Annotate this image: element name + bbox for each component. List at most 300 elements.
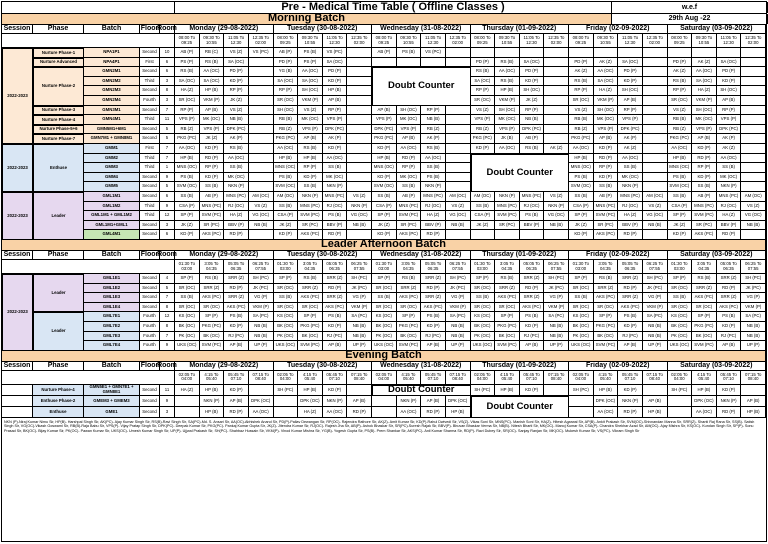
class-cell (471, 48, 496, 57)
time-slot: 02:05 To 04:00 (372, 371, 397, 384)
class-cell: SR (OC) (495, 303, 520, 312)
class-cell: AKS (PC) (298, 230, 323, 239)
batch-name: GMN2M3 (84, 86, 140, 95)
time-slot: 4:15 To 05:40 (495, 371, 520, 384)
class-cell (643, 230, 668, 239)
class-cell: RP (P) (323, 106, 348, 115)
class-cell: HA (Z) (298, 407, 323, 417)
class-cell (544, 125, 569, 134)
class-cell: DPK (OC) (594, 396, 619, 406)
time-slot: 02:05 To 04:00 (175, 371, 200, 384)
class-cell: PKG (PC) (175, 134, 200, 143)
evening-title-row (2, 351, 766, 362)
class-cell: SA (OC) (692, 77, 717, 86)
class-cell: AP (B) (323, 341, 348, 350)
room-cell: 8 (160, 303, 175, 312)
class-cell: HP (B) (495, 86, 520, 95)
class-cell: PS (P) (298, 58, 323, 67)
class-cell: SRR (Z) (594, 284, 619, 293)
afternoon-row (2, 284, 766, 294)
floor-cell: Second (140, 221, 160, 230)
class-cell: RB (Z) (274, 125, 299, 134)
class-cell: PKG (PC) (594, 322, 619, 331)
class-cell: VS (Z) (298, 106, 323, 115)
morning-row (2, 115, 766, 125)
class-cell: SH (OC) (520, 86, 545, 95)
class-cell: HP (B) (569, 154, 594, 163)
room-cell: 5 (160, 125, 175, 134)
class-cell: SR (OC) (175, 303, 200, 312)
class-cell: RD (P) (594, 154, 619, 163)
class-cell: SH (PC) (471, 385, 496, 395)
class-cell: SS (B) (569, 192, 594, 201)
class-cell (643, 125, 668, 134)
class-cell: DPK (PC) (224, 125, 249, 134)
phase-cell: Nurture Phase-1 (33, 48, 84, 58)
class-cell: PS (B) (668, 173, 693, 182)
class-cell: MNS (PC) (495, 202, 520, 211)
class-cell (347, 144, 372, 153)
class-cell: JK (Z) (200, 134, 225, 143)
class-cell (618, 48, 643, 57)
class-cell (249, 182, 274, 191)
batch-header: Batch (84, 251, 140, 259)
class-cell: NB (B) (421, 115, 446, 124)
class-cell: PS (B) (397, 48, 422, 57)
class-cell (495, 48, 520, 57)
morning-row (2, 211, 766, 221)
class-cell: KD (P) (175, 230, 200, 239)
class-cell (569, 396, 594, 406)
class-cell: SH (PC) (347, 274, 372, 283)
class-cell: SP (P) (200, 312, 225, 321)
class-cell: AP (B) (200, 106, 225, 115)
floor-cell: Second (140, 48, 160, 57)
class-cell: AK (P) (717, 134, 742, 143)
class-cell: NKN (P) (421, 182, 446, 191)
class-cell (741, 77, 766, 86)
class-cell: SP (P) (495, 312, 520, 321)
class-cell (741, 125, 766, 134)
class-cell: UP (P) (544, 341, 569, 350)
session-header: Session (2, 251, 33, 259)
room-cell: 6 (160, 67, 175, 76)
time-slot: 01:30 To 03:00 (668, 260, 693, 273)
day-header-3: Thursday (01-09-2022) (471, 362, 570, 370)
phase-cell: Nurture Phase-3 (33, 106, 84, 116)
class-cell: KD (P) (421, 322, 446, 331)
time-slot: 05:05 To 06:35 (224, 260, 249, 273)
class-cell: BK (OC) (397, 332, 422, 341)
class-cell (544, 385, 569, 395)
class-cell (741, 58, 766, 67)
time-slot: 3:05 To 04:35 (397, 260, 422, 273)
class-cell: SP (P) (594, 312, 619, 321)
time-slot: 3:05 To 04:35 (692, 260, 717, 273)
floor-header: Floor (140, 251, 159, 259)
class-cell: SRR (Z) (397, 284, 422, 293)
class-cell (372, 58, 397, 67)
class-cell: SR (OC) (298, 303, 323, 312)
class-cell: KD (P) (224, 385, 249, 395)
time-slot: 11:05 To 12:30 (323, 34, 348, 47)
class-cell: AKS (PC) (298, 293, 323, 302)
class-cell: UKS (OC) (668, 341, 693, 350)
class-cell: SR (OC) (274, 303, 299, 312)
class-cell: AKS (PC) (495, 293, 520, 302)
class-cell (594, 48, 619, 57)
class-cell: SP (P) (274, 274, 299, 283)
class-cell: NB (B) (347, 332, 372, 341)
class-cell: MNS (PC) (200, 202, 225, 211)
class-cell: DPK (OC) (446, 396, 471, 406)
class-cell: CSA (P) (668, 202, 693, 211)
time-slot: 3:05 To 04:35 (200, 260, 225, 273)
day-header-3: Thursday (01-09-2022) (471, 25, 570, 33)
class-cell: BK (OC) (569, 322, 594, 331)
class-cell: AK (P) (224, 134, 249, 143)
class-cell: SA (OC) (520, 58, 545, 67)
class-cell: AA (OC) (249, 407, 274, 417)
class-cell (643, 144, 668, 153)
class-cell: SH (OC) (274, 106, 299, 115)
phase-header: Phase (33, 25, 84, 33)
class-cell: DPK (PC) (372, 125, 397, 134)
class-cell: KD (P) (224, 322, 249, 331)
floor-cell: Third (140, 202, 160, 211)
class-cell: SVM (OC) (274, 182, 299, 191)
class-cell (347, 154, 372, 163)
class-cell: KD (P) (372, 230, 397, 239)
class-cell: AP (B) (323, 96, 348, 105)
class-cell (347, 134, 372, 143)
class-cell: HP (B) (372, 154, 397, 163)
class-cell: RD (P) (224, 407, 249, 417)
class-cell (668, 48, 693, 57)
class-cell: SS (B) (668, 293, 693, 302)
class-cell: VKM (P) (544, 303, 569, 312)
time-slot: 3:05 To 04:35 (594, 260, 619, 273)
class-cell: AA (OC) (200, 67, 225, 76)
class-cell: AKS (PC) (397, 230, 422, 239)
class-cell: SRR (Z) (421, 293, 446, 302)
room-cell: 6 (160, 230, 175, 239)
class-cell: PD (P) (717, 67, 742, 76)
class-cell: KD (P) (323, 322, 348, 331)
class-cell: VPS (P) (594, 125, 619, 134)
class-cell: RS (B) (495, 58, 520, 67)
class-cell: VS (PC) (249, 48, 274, 57)
class-cell: RB (Z) (569, 125, 594, 134)
room-cell: 6 (160, 58, 175, 67)
time-slot: 08:00 To 09:25 (274, 34, 299, 47)
slot-spacer (2, 260, 175, 273)
class-cell: RB (Z) (668, 125, 693, 134)
class-cell: VS (Z) (446, 202, 471, 211)
class-cell: SS (B) (569, 293, 594, 302)
class-cell: SR (OC) (175, 96, 200, 105)
class-cell: AKS (PC) (224, 303, 249, 312)
class-cell: CSA (P) (372, 202, 397, 211)
class-cell: AKS (PC) (594, 230, 619, 239)
class-cell: RJ (OC) (323, 202, 348, 211)
class-cell: AB (P) (397, 192, 422, 201)
class-cell: JK (PC) (446, 284, 471, 293)
class-cell: MNS (OC) (274, 163, 299, 172)
batch-name: GML7E3 (84, 332, 140, 341)
class-cell: SVM (OC) (175, 182, 200, 191)
batch-name: GMN3M1 (84, 106, 140, 115)
class-cell: HP (B) (594, 385, 619, 395)
batch-name: GMM5 (84, 182, 140, 191)
class-cell: SP (P) (668, 211, 693, 220)
class-cell: MNS (OC) (372, 163, 397, 172)
class-cell (446, 154, 471, 163)
class-cell: SH (OC) (495, 106, 520, 115)
class-cell (520, 230, 545, 239)
class-cell (643, 77, 668, 86)
class-cell (741, 154, 766, 163)
class-cell: BBV (P) (323, 221, 348, 230)
class-cell (249, 163, 274, 172)
time-slot: 07:15 To 08:40 (446, 371, 471, 384)
room-cell: 7 (160, 154, 175, 163)
class-cell: AKS (PC) (692, 230, 717, 239)
class-cell: SS (B) (372, 293, 397, 302)
class-cell: VPS (P) (618, 115, 643, 124)
timetable-page (1, 1, 767, 542)
phase-cell: Leader (33, 312, 84, 350)
class-cell: HP (B) (668, 154, 693, 163)
class-cell: AM (OC) (249, 192, 274, 201)
class-cell: SS (B) (594, 182, 619, 191)
class-cell: MK (OC) (618, 173, 643, 182)
slot-spacer (2, 371, 175, 384)
class-cell: PKG (PC) (569, 134, 594, 143)
class-cell: SA (PC) (741, 312, 766, 321)
room-cell: 12 (160, 211, 175, 220)
session-header: Session (2, 25, 33, 33)
time-slot: 05:05 To 06:35 (618, 260, 643, 273)
class-cell: RP (P) (298, 163, 323, 172)
batch-name: GMN5E1 + GMN7E1 + GMN8E1 (84, 385, 140, 395)
floor-cell: Fourth (140, 96, 160, 105)
afternoon-row (2, 322, 766, 332)
class-cell: VKM (P) (741, 303, 766, 312)
class-cell: RJ (PC) (224, 332, 249, 341)
class-cell: SVM (PC) (298, 341, 323, 350)
class-cell: SS (B) (397, 182, 422, 191)
class-cell: NKN (P) (618, 182, 643, 191)
class-cell: VKM (P) (446, 303, 471, 312)
class-cell: SP (P) (692, 312, 717, 321)
class-cell: SS (B) (471, 293, 496, 302)
evening-batch-title: Evening Batch (2, 351, 766, 361)
time-slot: 02:05 To 04:00 (668, 371, 693, 384)
class-cell: RP (P) (520, 106, 545, 115)
phase-header: Phase (33, 251, 84, 259)
class-cell: RD (P) (323, 230, 348, 239)
class-cell: KD (P) (668, 230, 693, 239)
time-slot: 06:25 To 07:55 (741, 260, 766, 273)
class-cell: AA (OC) (717, 154, 742, 163)
session-cell: 2022-2023 (2, 274, 33, 351)
room-cell: 5 (160, 134, 175, 143)
class-cell (544, 115, 569, 124)
class-cell: JK (Z) (471, 221, 496, 230)
class-cell: SA (PC) (446, 312, 471, 321)
class-cell (544, 58, 569, 67)
class-cell: RB (Z) (471, 125, 496, 134)
slot-spacer (2, 34, 175, 47)
class-cell (249, 58, 274, 67)
floor-cell: Second (140, 303, 160, 312)
class-cell: SA (OC) (175, 77, 200, 86)
class-cell: SR (OC) (471, 303, 496, 312)
class-cell (643, 115, 668, 124)
time-slot: 08:00 To 09:25 (668, 34, 693, 47)
class-cell: VS (Z) (643, 202, 668, 211)
room-cell: 7 (160, 144, 175, 153)
morning-day-header (2, 25, 766, 34)
class-cell (249, 67, 274, 76)
room-cell: 5 (160, 284, 175, 293)
class-cell: AK (Z) (594, 58, 619, 67)
class-cell: HA (Z) (421, 211, 446, 220)
class-cell: SP (P) (298, 312, 323, 321)
class-cell: NB (B) (643, 322, 668, 331)
wef-label: w.e.f (612, 2, 768, 13)
class-cell: SA (PC) (347, 312, 372, 321)
time-slot: 09:30 To 10:55 (594, 34, 619, 47)
class-cell: KD (P) (618, 385, 643, 395)
class-cell: AKS (PC) (323, 303, 348, 312)
time-slot: 07:15 To 08:40 (741, 371, 766, 384)
class-cell: KD (P) (200, 144, 225, 153)
class-cell: AA (OC) (298, 67, 323, 76)
class-cell: SA (OC) (274, 77, 299, 86)
class-cell (249, 125, 274, 134)
class-cell: JK (Z) (569, 221, 594, 230)
floor-cell: Second (140, 274, 160, 283)
class-cell: SR (OC) (692, 303, 717, 312)
class-cell (741, 163, 766, 172)
class-cell (446, 163, 471, 172)
class-cell: RD (P) (347, 407, 372, 417)
time-slot: 4:15 To 05:40 (692, 371, 717, 384)
class-cell: MK (OC) (594, 115, 619, 124)
class-cell: PS (B) (323, 312, 348, 321)
class-cell (274, 396, 299, 406)
class-cell: SS (B) (224, 163, 249, 172)
batch-name: GMM3 (84, 163, 140, 172)
class-cell: NB (B) (741, 332, 766, 341)
floor-cell: Second (140, 182, 160, 191)
time-slot: 3:05 To 04:35 (298, 260, 323, 273)
class-cell: RP (P) (471, 86, 496, 95)
class-cell: AKS (PC) (717, 303, 742, 312)
batch-name: GML7E2 (84, 322, 140, 331)
class-cell: NKN (P) (717, 396, 742, 406)
class-cell: SR (PC) (495, 221, 520, 230)
time-slot: 06:25 To 07:55 (249, 260, 274, 273)
batch-name: GMM1 (84, 144, 140, 153)
time-slot: 4:15 To 05:40 (594, 371, 619, 384)
class-cell: MNS (PC) (397, 202, 422, 211)
room-cell: 12 (160, 312, 175, 321)
class-cell: AA (OC) (421, 154, 446, 163)
room-cell: 4 (160, 274, 175, 283)
title-row (2, 2, 766, 14)
floor-cell: First (140, 58, 160, 67)
class-cell: RP (P) (421, 106, 446, 115)
afternoon-row (2, 332, 766, 342)
class-cell (347, 96, 372, 105)
day-header-4: Friday (02-09-2022) (569, 362, 668, 370)
class-cell: SR (OC) (594, 303, 619, 312)
class-cell (741, 385, 766, 395)
class-cell (544, 134, 569, 143)
class-cell: RJ (PC) (717, 332, 742, 341)
class-cell: VG (OC) (643, 211, 668, 220)
class-cell: RP (P) (692, 163, 717, 172)
room-header: Room (157, 251, 177, 259)
class-cell: KD (P) (274, 230, 299, 239)
room-cell: 7 (160, 332, 175, 341)
time-slot: 01:30 To 03:00 (372, 260, 397, 273)
class-cell: SA (OC) (594, 77, 619, 86)
session-cell (2, 396, 33, 406)
class-cell: RB (Z) (175, 125, 200, 134)
class-cell: HP (B) (200, 385, 225, 395)
class-cell: AKS (PC) (397, 293, 422, 302)
class-cell: DPK (PC) (323, 125, 348, 134)
class-cell: RS (B) (175, 67, 200, 76)
class-cell: NKN (P) (618, 396, 643, 406)
batch-name: GMM2 (84, 154, 140, 163)
class-cell: VKM (P) (249, 303, 274, 312)
class-cell: KD (P) (323, 144, 348, 153)
class-cell: RP (P) (594, 163, 619, 172)
class-cell: VS (Z) (224, 106, 249, 115)
class-cell: VS (PC) (421, 48, 446, 57)
class-cell (741, 144, 766, 153)
floor-cell: Fourth (140, 332, 160, 341)
morning-row (2, 192, 766, 202)
class-cell: KD (P) (224, 77, 249, 86)
room-cell: 11 (160, 385, 175, 395)
class-cell: SA (PC) (643, 312, 668, 321)
morning-row (2, 134, 766, 144)
class-cell: RP (P) (175, 106, 200, 115)
class-cell: MK (OC) (495, 115, 520, 124)
morning-row (2, 48, 766, 58)
class-cell (249, 134, 274, 143)
room-cell: 3 (160, 407, 175, 417)
afternoon-row (2, 293, 766, 303)
class-cell (741, 230, 766, 239)
class-cell: SR (OC) (668, 303, 693, 312)
class-cell: AK (Z) (569, 67, 594, 76)
class-cell: HP (B) (200, 407, 225, 417)
class-cell: AA (OC) (323, 407, 348, 417)
floor-cell: Second (140, 284, 160, 293)
floor-cell: Second (140, 106, 160, 115)
class-cell: AA (OC) (495, 144, 520, 153)
batch-name: GML4M1 (84, 230, 140, 239)
class-cell: VS (Z) (471, 106, 496, 115)
class-cell (643, 385, 668, 395)
